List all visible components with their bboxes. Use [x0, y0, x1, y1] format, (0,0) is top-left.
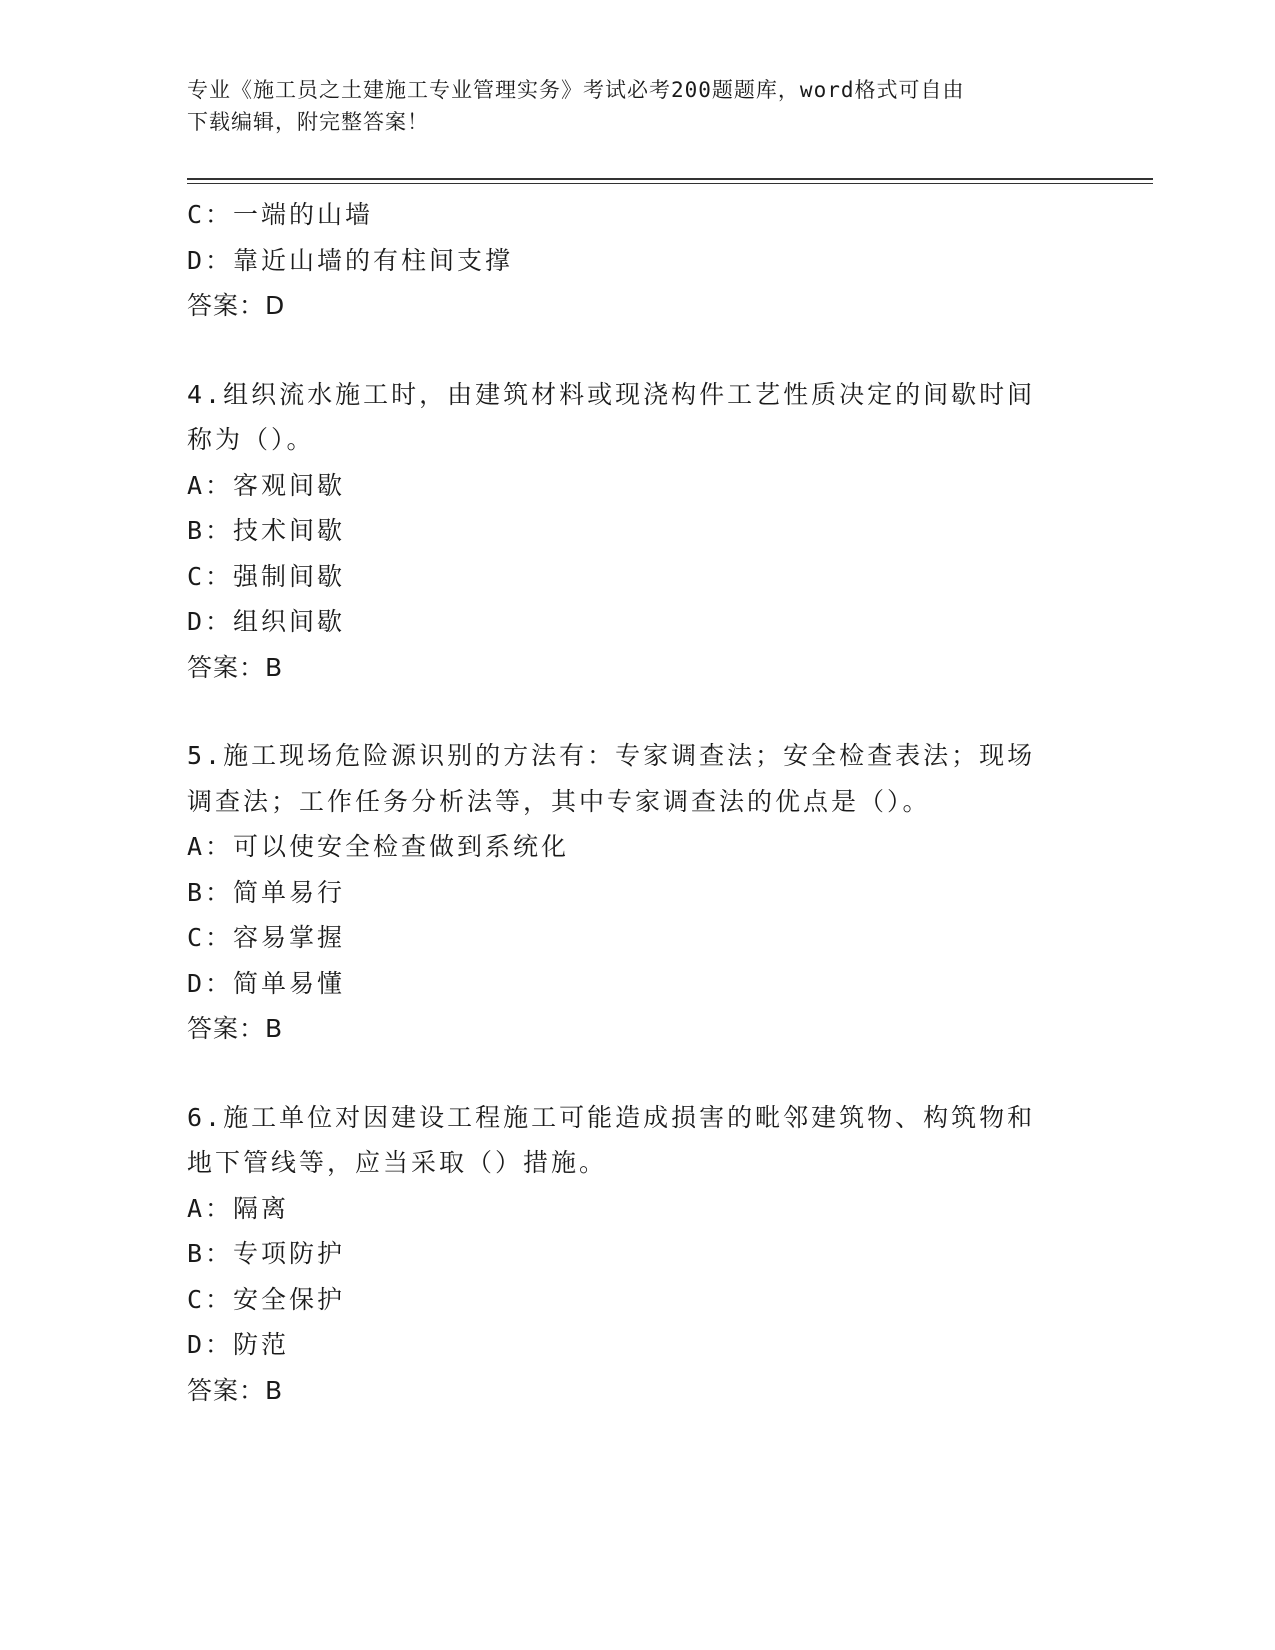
header-divider-thin: [187, 183, 1153, 184]
question-block-6: [187, 1095, 1087, 1414]
question-spacer: [187, 1052, 1087, 1095]
option-c: C：容易掌握: [187, 923, 346, 952]
question-text-line-2: 称为（）。: [187, 425, 315, 454]
header-divider-thick: [187, 178, 1153, 180]
option-b: B：专项防护: [187, 1239, 346, 1268]
option-d: D：简单易懂: [187, 968, 346, 998]
option-d: D：组织间歇: [187, 607, 346, 636]
answer-line: 答案：D: [187, 291, 286, 320]
option-c: C：强制间歇: [187, 561, 346, 591]
option-c: C：安全保护: [187, 1284, 346, 1314]
question-text-line-1: 4.组织流水施工时，由建筑材料或现浇构件工艺性质决定的间歇时间: [187, 379, 1036, 409]
question-block-5: [187, 733, 1087, 1052]
answer-line: 答案：B: [187, 652, 284, 682]
question-spacer: [187, 329, 1087, 372]
question-text-line-2: 地下管线等，应当采取（）措施。: [187, 1148, 608, 1177]
option-c: C：一端的山墙: [187, 200, 374, 229]
option-a: A：隔离: [187, 1193, 290, 1223]
option-b: B：简单易行: [187, 877, 346, 907]
option-a: A：可以使安全检查做到系统化: [187, 832, 570, 861]
header-title-line-1: 专业《施工员之土建施工专业管理实务》考试必考200题题库，word格式可自由: [187, 78, 965, 102]
option-b: B：技术间歇: [187, 516, 346, 545]
option-d: D：靠近山墙的有柱间支撑: [187, 245, 514, 275]
question-list: [187, 192, 1087, 1413]
question-spacer: [187, 690, 1087, 733]
document-header: [187, 74, 1087, 138]
question-text-line-1: 5.施工现场危险源识别的方法有：专家调查法；安全检查表法；现场: [187, 741, 1036, 770]
question-text-line-2: 调查法；工作任务分析法等，其中专家调查法的优点是（）。: [187, 786, 931, 816]
header-title-line-2: 下载编辑，附完整答案！: [187, 110, 429, 134]
answer-line: 答案：B: [187, 1014, 284, 1043]
option-a: A：客观间歇: [187, 470, 346, 500]
question-text-line-1: 6.施工单位对因建设工程施工可能造成损害的毗邻建筑物、构筑物和: [187, 1102, 1036, 1132]
option-d: D：防范: [187, 1330, 290, 1359]
answer-line: 答案：B: [187, 1375, 284, 1405]
question-block-3: [187, 192, 1087, 329]
question-block-4: [187, 372, 1087, 691]
